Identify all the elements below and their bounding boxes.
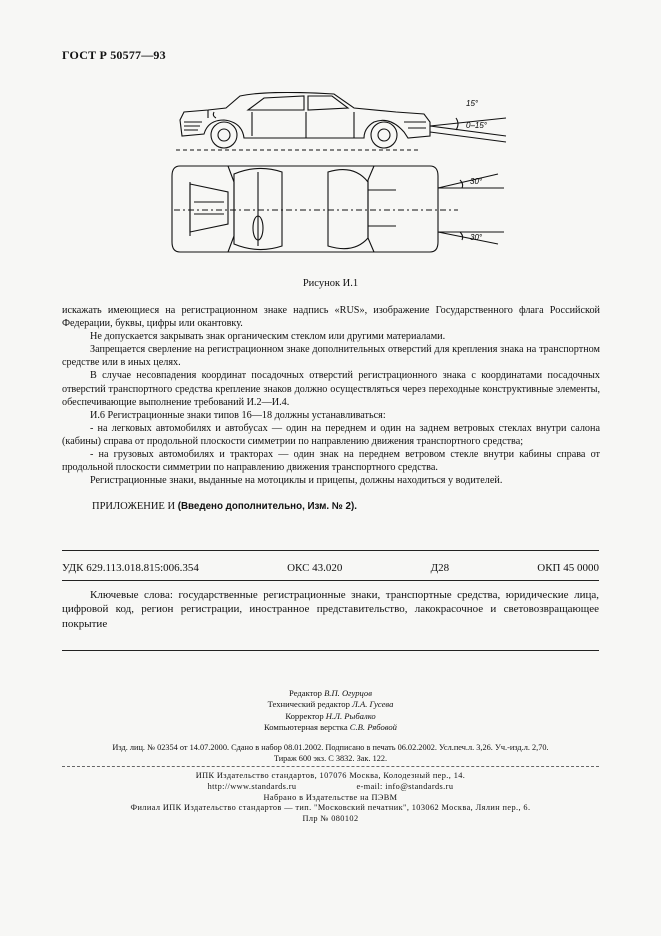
publisher-email: e-mail: info@standards.ru xyxy=(356,781,454,791)
appendix-amendment: (Введено дополнительно, Изм. № 2). xyxy=(177,501,357,512)
divider xyxy=(62,550,599,551)
oks-code: ОКС 43.020 xyxy=(287,562,343,574)
car-drawing xyxy=(168,92,508,276)
angle-label-30-bottom: 30° xyxy=(470,233,483,242)
angle-label-15: 15° xyxy=(466,99,479,108)
body-text xyxy=(62,304,600,487)
document-code: ГОСТ Р 50577—93 xyxy=(62,48,166,62)
paragraph: Регистрационные знаки, выданные на мотоциклы и прицепы, должны находиться у водителей. xyxy=(90,475,503,487)
classification-line xyxy=(62,562,599,574)
paragraph: В случае несовпадения координат посадочных отверстий регистрационного знака с координатами посадочных отверстий транспортного средства крепление знаков должно осуществляться через переходные конструктивные элементы, обеспечивающие выполнение требований И.2—И.4. xyxy=(62,370,600,408)
tech-editor-name: Л.А. Гусева xyxy=(352,699,394,710)
okp-code: ОКП 45 0000 xyxy=(537,562,599,574)
publisher-license: Плр № 080102 xyxy=(302,814,359,824)
paragraph: И.6 Регистрационные знаки типов 16—18 должны устанавливаться: xyxy=(90,409,386,421)
divider xyxy=(62,580,599,581)
car-figure xyxy=(168,92,508,276)
layout-name: С.В. Рябовой xyxy=(349,722,397,733)
keywords xyxy=(62,588,599,631)
publisher-website: http://www.standards.ru xyxy=(207,781,297,791)
d-code: Д28 xyxy=(430,562,450,574)
car-side-view xyxy=(176,92,506,150)
paragraph: Запрещается сверление на регистрационном знаке дополнительных отверстий для крепления знака на транспортном средстве или в иных целях. xyxy=(62,344,600,369)
publisher-info xyxy=(62,771,599,825)
editor-name: В.П. Огурцов xyxy=(324,688,372,698)
list-item: - на грузовых автомобилях и тракторах — один знак на переднем ветровом стекле внутри кабины справа от продольной плоскости симметрии по направлению движения транспортного средства. xyxy=(62,449,600,474)
appendix-label: ПРИЛОЖЕНИЕ И xyxy=(92,501,176,512)
proofreader-name: Н.Л. Рыбалко xyxy=(325,710,376,721)
publishing-line: Тираж 600 экз. С 3832. Зак. 122. xyxy=(273,754,388,764)
publisher-branch: Филиал ИПК Издательство стандартов — тип. "Московский печатник", 103062 Москва, Лялин пер., 6. xyxy=(130,803,531,813)
publishing-line: Изд. лиц. № 02354 от 14.07.2000. Сдано в набор 08.01.2002. Подписано в печать 06.02.2002. Усл.печ.л. 3,26. Уч.-изд.л. 2,70. xyxy=(112,743,549,752)
proofreader-role: Корректор xyxy=(285,710,324,721)
editor-role: Редактор xyxy=(289,688,322,698)
car-top-view xyxy=(172,166,504,252)
udc-code: УДК 629.113.018.815:006.354 xyxy=(62,562,199,574)
divider xyxy=(62,650,599,651)
keywords-text: Ключевые слова: государственные регистрационные знаки, транспортные средства, юридические лица, цифровой код, регион регистрации, иностранное представительство, лакокрасочное и световозвращающее покрытие xyxy=(62,589,599,630)
publisher-address: ИПК Издательство стандартов, 107076 Москва, Колодезный пер., 14. xyxy=(195,771,466,780)
tech-editor-role: Технический редактор xyxy=(267,699,350,710)
angle-label-0-15: 0–15° xyxy=(466,121,487,130)
paragraph: Не допускается закрывать знак органическим стеклом или другими материалами. xyxy=(90,331,446,343)
paragraph: искажать имеющиеся на регистрационном знаке надпись «RUS», изображение Государственного флага Российской Федерации, буквы, цифры или окантовку. xyxy=(62,305,600,330)
credits xyxy=(0,688,661,734)
figure-caption: Рисунок И.1 xyxy=(302,278,359,289)
dashed-divider xyxy=(62,766,599,767)
angle-label-30-top: 30° xyxy=(470,177,483,186)
list-item: - на легковых автомобилях и автобусах — один на переднем и один на заднем ветровых стеклах внутри салона (кабины) справа от продольной плоскости симметрии по направлению движения транспортного средства; xyxy=(62,422,600,447)
layout-role: Компьютерная верстка xyxy=(264,722,348,733)
appendix-note xyxy=(92,501,357,512)
publishing-info xyxy=(62,742,599,765)
publisher-typeset: Набрано в Издательстве на ПЭВМ xyxy=(263,792,398,802)
